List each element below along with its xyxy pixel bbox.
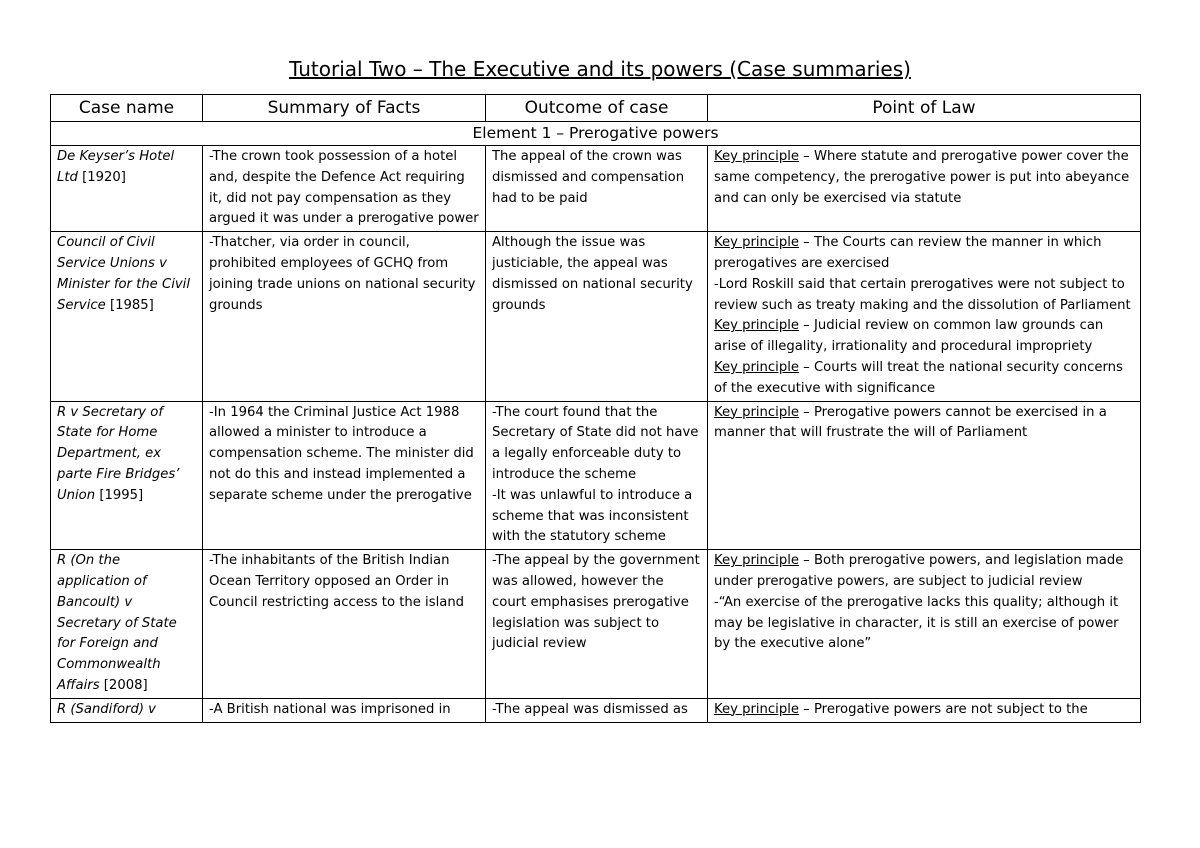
key-principle-label: Key principle [714,404,799,420]
case-name: Council of Civil Service Unions v Minister for the Civil Service [57,235,190,313]
facts-cell: -A British national was imprisoned in [203,698,486,722]
law-paragraph [714,233,1134,275]
law-text: – Judicial review on common law grounds can arise of illegality, irrationality and procedural impropriety [714,318,1104,355]
case-name-cell [51,550,203,699]
key-principle-label: Key principle [714,553,799,569]
law-text: – Both prerogative powers, and legislation made under prerogative powers, are subject to judicial review [714,553,1124,589]
case-year: [1920] [82,169,126,185]
case-name-cell [51,401,203,550]
law-text: – Courts will treat the national security concerns of the executive with significance [714,359,1123,396]
law-cell [708,550,1141,699]
facts-cell: -The crown took possession of a hotel and, despite the Defence Act requiring it, did not pay compensation as they argued it was under a prerogative power [203,146,486,232]
header-point-of-law: Point of Law [708,95,1141,122]
law-paragraph [714,275,1134,317]
law-cell [708,232,1141,401]
table-row [51,401,1141,550]
key-principle-label: Key principle [714,318,799,334]
key-principle-label: Key principle [714,149,799,164]
case-name: R (Sandiford) v [57,701,156,717]
law-paragraph [714,316,1134,358]
law-cell [708,401,1141,550]
case-year: [2008] [103,677,148,693]
header-outcome: Outcome of case [486,95,708,122]
law-text: – The Courts can review the manner in which prerogatives are exercised [714,235,1102,271]
table-row [51,232,1141,401]
law-text: – Where statute and prerogative power cover the same competency, the prerogative power is put into abeyance and can only be exercised via statute [714,149,1130,206]
case-name: R (On the application of Bancoult) v Secretary of State for Foreign and Commonwealth Affairs [57,553,177,693]
outcome-cell: -The appeal by the government was allowed, however the court emphasises prerogative legislation was subject to judicial review [486,550,708,699]
law-text: -“An exercise of the prerogative lacks this quality; although it may be legislative in character, it is still an exercise of power by the executive alone” [714,594,1119,652]
case-name-cell [51,232,203,401]
law-text: -Lord Roskill said that certain prerogatives were not subject to review such as treaty making and the dissolution of Parliament [714,276,1131,313]
case-year: [1985] [109,297,154,313]
table-row [51,698,1141,722]
law-paragraph [714,551,1134,593]
key-principle-label: Key principle [714,701,799,717]
key-principle-label: Key principle [714,235,799,251]
law-text: – Prerogative powers are not subject to the [798,701,1088,717]
case-name: R v Secretary of State for Home Department, ex parte Fire Bridges’ Union [57,404,180,503]
facts-cell: -In 1964 the Criminal Justice Act 1988 allowed a minister to introduce a compensation scheme. The minister did not do this and instead implemented a separate scheme under the prerogative [203,401,486,550]
case-year: [1995] [99,487,144,503]
law-cell [708,698,1141,722]
law-paragraph [714,358,1134,400]
table-row [51,146,1141,232]
outcome-paragraph: -It was unlawful to introduce a scheme that was inconsistent with the statutory scheme [492,487,693,545]
facts-cell: -Thatcher, via order in council, prohibited employees of GCHQ from joining trade unions on national security grounds [203,232,486,401]
document-title: Tutorial Two – The Executive and its powers (Case summaries) [289,57,911,81]
element-row [51,122,1141,146]
case-name: De Keyser’s Hotel Ltd [57,149,175,185]
law-paragraph [714,593,1134,655]
table-row [51,550,1141,699]
header-case-name: Case name [51,95,203,122]
key-principle-label: Key principle [714,359,799,375]
law-text: – Prerogative powers cannot be exercised in a manner that will frustrate the will of Parliament [714,404,1107,441]
facts-cell: -The inhabitants of the British Indian Ocean Territory opposed an Order in Council restricting access to the island [203,550,486,699]
outcome-cell: Although the issue was justiciable, the appeal was dismissed on national security grounds [486,232,708,401]
outcome-cell: The appeal of the crown was dismissed and compensation had to be paid [486,146,708,232]
outcome-paragraph: -The court found that the Secretary of State did not have a legally enforceable duty to introduce the scheme [492,404,699,482]
case-summary-table [50,94,1141,723]
outcome-cell: -The appeal was dismissed as [486,698,708,722]
element-heading: Element 1 – Prerogative powers [51,122,1141,146]
outcome-cell [486,401,708,550]
case-name-cell [51,698,203,722]
law-cell [708,146,1141,232]
case-name-cell [51,146,203,232]
header-summary-of-facts: Summary of Facts [203,95,486,122]
header-row [51,95,1141,122]
